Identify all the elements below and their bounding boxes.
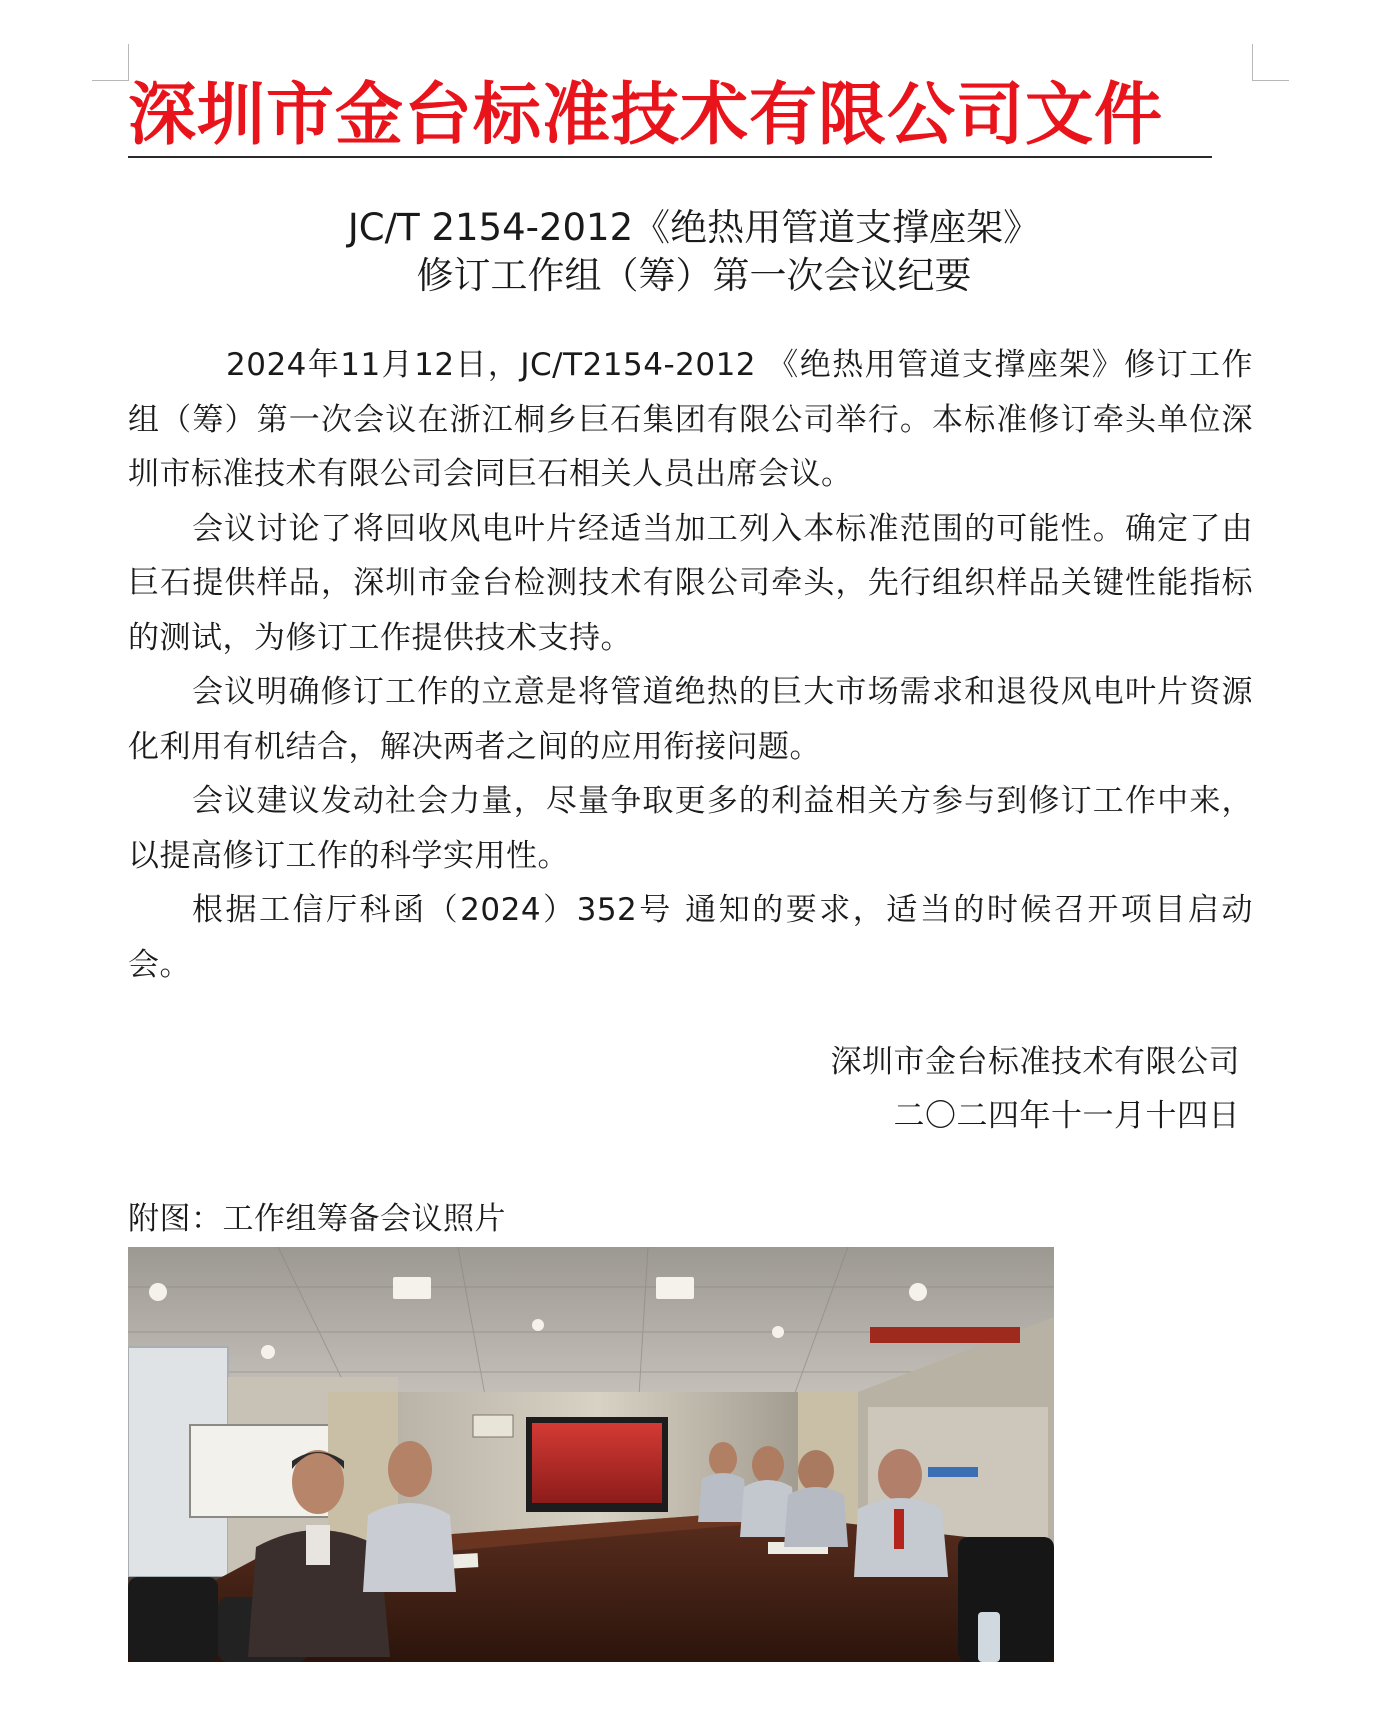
- letterhead-title: 深圳市金台标准技术有限公司文件: [128, 76, 1164, 155]
- signature-date: 二〇二四年十一月十四日: [893, 1098, 1240, 1134]
- body-paragraph-5: 根据工信厅科函（2024）352号 通知的要求，适当的时候召开项目启动会。: [128, 892, 1253, 983]
- body-paragraph-2: 会议讨论了将回收风电叶片经适当加工列入本标准范围的可能性。确定了由巨石提供样品，深圳市金台检测技术有限公司牵头，先行组织样品关键性能指标的测试，为修订工作提供技术支持。: [128, 510, 1253, 656]
- body-paragraph-3: 会议明确修订工作的立意是将管道绝热的巨大市场需求和退役风电叶片资源化利用有机结合，解决两者之间的应用衔接问题。: [128, 674, 1253, 765]
- signature-company: 深圳市金台标准技术有限公司: [830, 1044, 1240, 1080]
- page-corner-mark-top-right: [1252, 44, 1289, 81]
- page-corner-mark-top-left: [92, 44, 129, 81]
- meeting-photo: [128, 1247, 1054, 1662]
- body-paragraph-1: 2024年11月12日，JC/T2154-2012 《绝热用管道支撑座架》修订工作组（筹）第一次会议在浙江桐乡巨石集团有限公司举行。本标准修订牵头单位深圳市标准技术有限公司会同巨石相关人员出席会议。: [128, 347, 1253, 492]
- attachment-caption: 附图：工作组筹备会议照片: [128, 1201, 506, 1237]
- signature-block: [700, 1035, 1240, 1143]
- body-paragraph-4: 会议建议发动社会力量，尽量争取更多的利益相关方参与到修订工作中来，以提高修订工作的科学实用性。: [128, 783, 1253, 874]
- document-title-line-2: 修订工作组（筹）第一次会议纪要: [416, 254, 972, 297]
- letterhead-rule: [128, 156, 1212, 158]
- document-body: [128, 338, 1253, 992]
- document-title-line-1: JC/T 2154-2012《绝热用管道支撑座架》: [347, 206, 1041, 249]
- document-title: [128, 204, 1260, 300]
